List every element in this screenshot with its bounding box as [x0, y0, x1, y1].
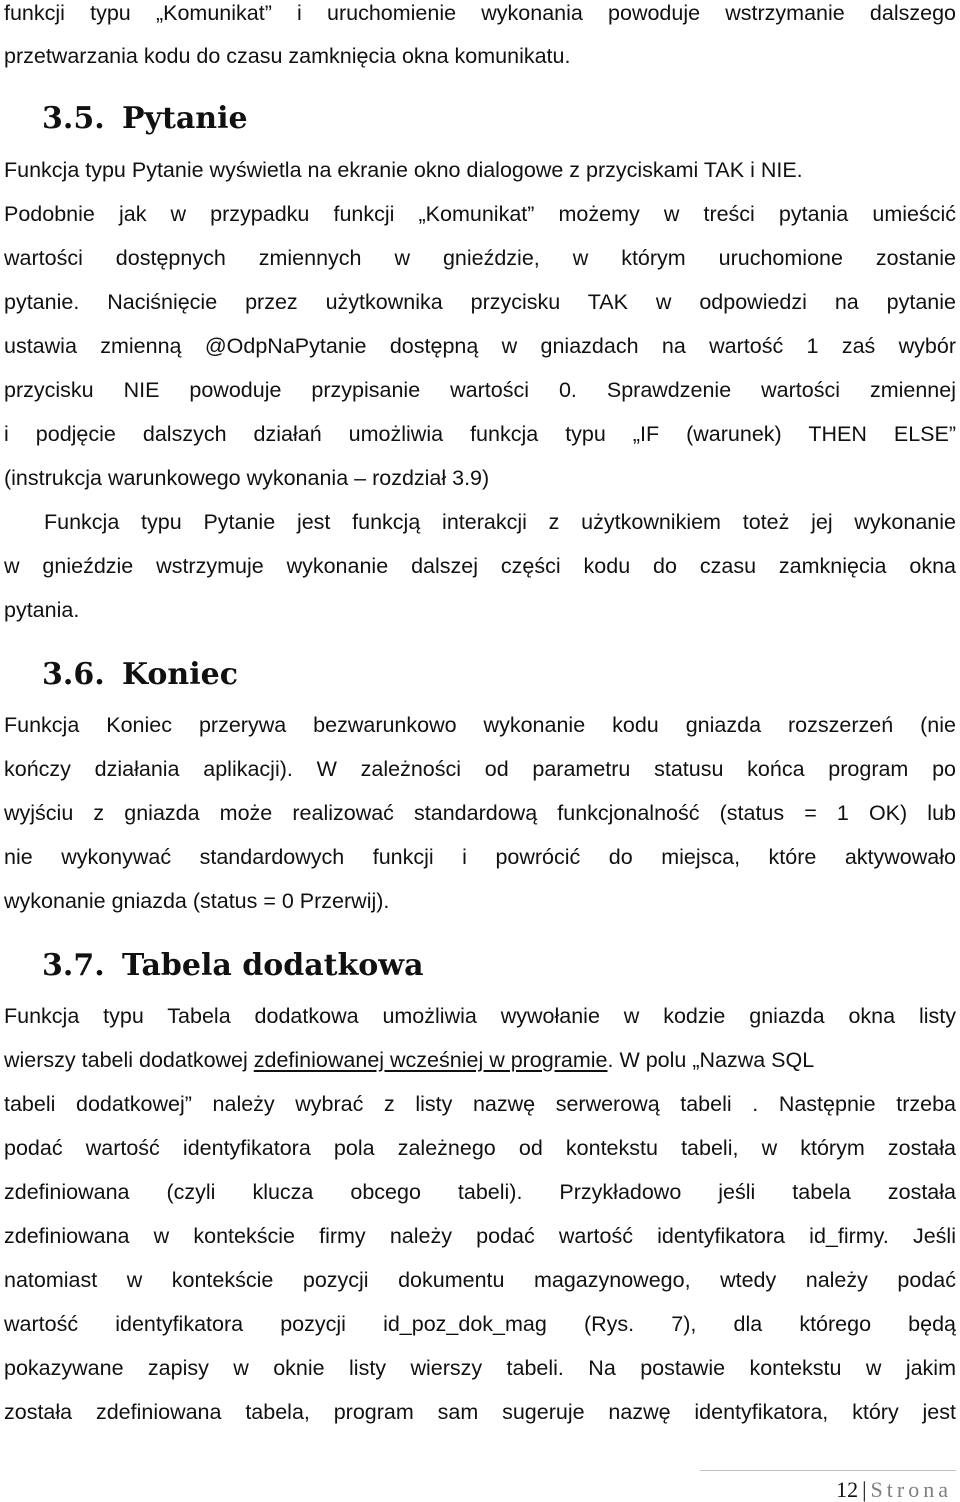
paragraph-line: tabeli dodatkowej” należy wybrać z listy nazwę serwerową tabeli . Następnie trzeba — [4, 1092, 956, 1116]
paragraph-line: zdefiniowana (czyli klucza obcego tabeli). Przykładowo jeśli tabela została — [4, 1180, 956, 1204]
paragraph-line: ustawia zmienną @OdpNaPytanie dostępną w gniazdach na wartość 1 zaś wybór — [4, 334, 956, 358]
paragraph-line: pytanie. Naciśnięcie przez użytkownika przycisku TAK w odpowiedzi na pytanie — [4, 290, 956, 314]
section-title: Pytanie — [122, 101, 248, 136]
section-number: 3.7. — [42, 948, 105, 983]
paragraph-line: pokazywane zapisy w oknie listy wierszy tabeli. Na postawie kontekstu w jakim — [4, 1356, 956, 1380]
paragraph-line: przycisku NIE powoduje przypisanie wartości 0. Sprawdzenie wartości zmiennej — [4, 378, 956, 402]
paragraph-line: Funkcja typu Pytanie wyświetla na ekranie okno dialogowe z przyciskami TAK i NIE. — [4, 158, 803, 182]
page-footer — [836, 1478, 952, 1502]
section-title: Tabela dodatkowa — [122, 948, 424, 983]
page-number: 12 — [836, 1477, 859, 1502]
paragraph-line: nie wykonywać standardowych funkcji i powrócić do miejsca, które aktywowało — [4, 845, 956, 869]
text-run: . W polu „Nazwa SQL — [607, 1048, 815, 1072]
paragraph-line: wartości dostępnych zmiennych w gnieździe, w którym uruchomione zostanie — [4, 246, 956, 270]
paragraph-line: Podobnie jak w przypadku funkcji „Komunikat” możemy w treści pytania umieścić — [4, 202, 956, 226]
paragraph-line: pytania. — [4, 598, 80, 622]
cross-reference-link[interactable]: zdefiniowanej wcześniej w programie — [253, 1048, 608, 1072]
section-title: Koniec — [122, 657, 238, 692]
paragraph-line: przetwarzania kodu do czasu zamknięcia okna komunikatu. — [4, 44, 571, 68]
text-run: wierszy tabeli dodatkowej — [4, 1048, 254, 1072]
paragraph-line: i podjęcie dalszych działań umożliwia funkcja typu „IF (warunek) THEN ELSE” — [4, 422, 956, 446]
paragraph-line: wykonanie gniazda (status = 0 Przerwij). — [4, 889, 390, 913]
section-heading-3-6 — [42, 657, 238, 693]
paragraph-line: podać wartość identyfikatora pola zależnego od kontekstu tabeli, w którym została — [4, 1136, 956, 1160]
page-label: Strona — [870, 1477, 952, 1502]
paragraph-line — [4, 1047, 956, 1073]
paragraph-line: kończy działania aplikacji). W zależności od parametru statusu końca program po — [4, 757, 956, 781]
section-number: 3.6. — [42, 657, 105, 692]
footer-separator: | — [862, 1477, 867, 1502]
footer-divider — [700, 1470, 956, 1471]
paragraph-line: funkcji typu „Komunikat” i uruchomienie wykonania powoduje wstrzymanie dalszego — [4, 1, 956, 25]
paragraph-line: Funkcja Koniec przerywa bezwarunkowo wykonanie kodu gniazda rozszerzeń (nie — [4, 713, 956, 737]
paragraph-line: w gnieździe wstrzymuje wykonanie dalszej części kodu do czasu zamknięcia okna — [4, 554, 956, 578]
paragraph-line: została zdefiniowana tabela, program sam sugeruje nazwę identyfikatora, który jest — [4, 1400, 956, 1424]
section-heading-3-5 — [42, 101, 248, 137]
paragraph-line: Funkcja typu Tabela dodatkowa umożliwia wywołanie w kodzie gniazda okna listy — [4, 1004, 956, 1028]
paragraph-line: wartość identyfikatora pozycji id_poz_dok_mag (Rys. 7), dla którego będą — [4, 1312, 956, 1336]
section-number: 3.5. — [42, 101, 105, 136]
paragraph-line: wyjściu z gniazda może realizować standardową funkcjonalność (status = 1 OK) lub — [4, 801, 956, 825]
paragraph-line: Funkcja typu Pytanie jest funkcją interakcji z użytkownikiem toteż jej wykonanie — [44, 510, 956, 534]
paragraph-line: zdefiniowana w kontekście firmy należy podać wartość identyfikatora id_firmy. Jeśli — [4, 1224, 956, 1248]
paragraph-line: natomiast w kontekście pozycji dokumentu magazynowego, wtedy należy podać — [4, 1268, 956, 1292]
section-heading-3-7 — [42, 948, 424, 984]
paragraph-line: (instrukcja warunkowego wykonania – rozdział 3.9) — [4, 466, 490, 490]
